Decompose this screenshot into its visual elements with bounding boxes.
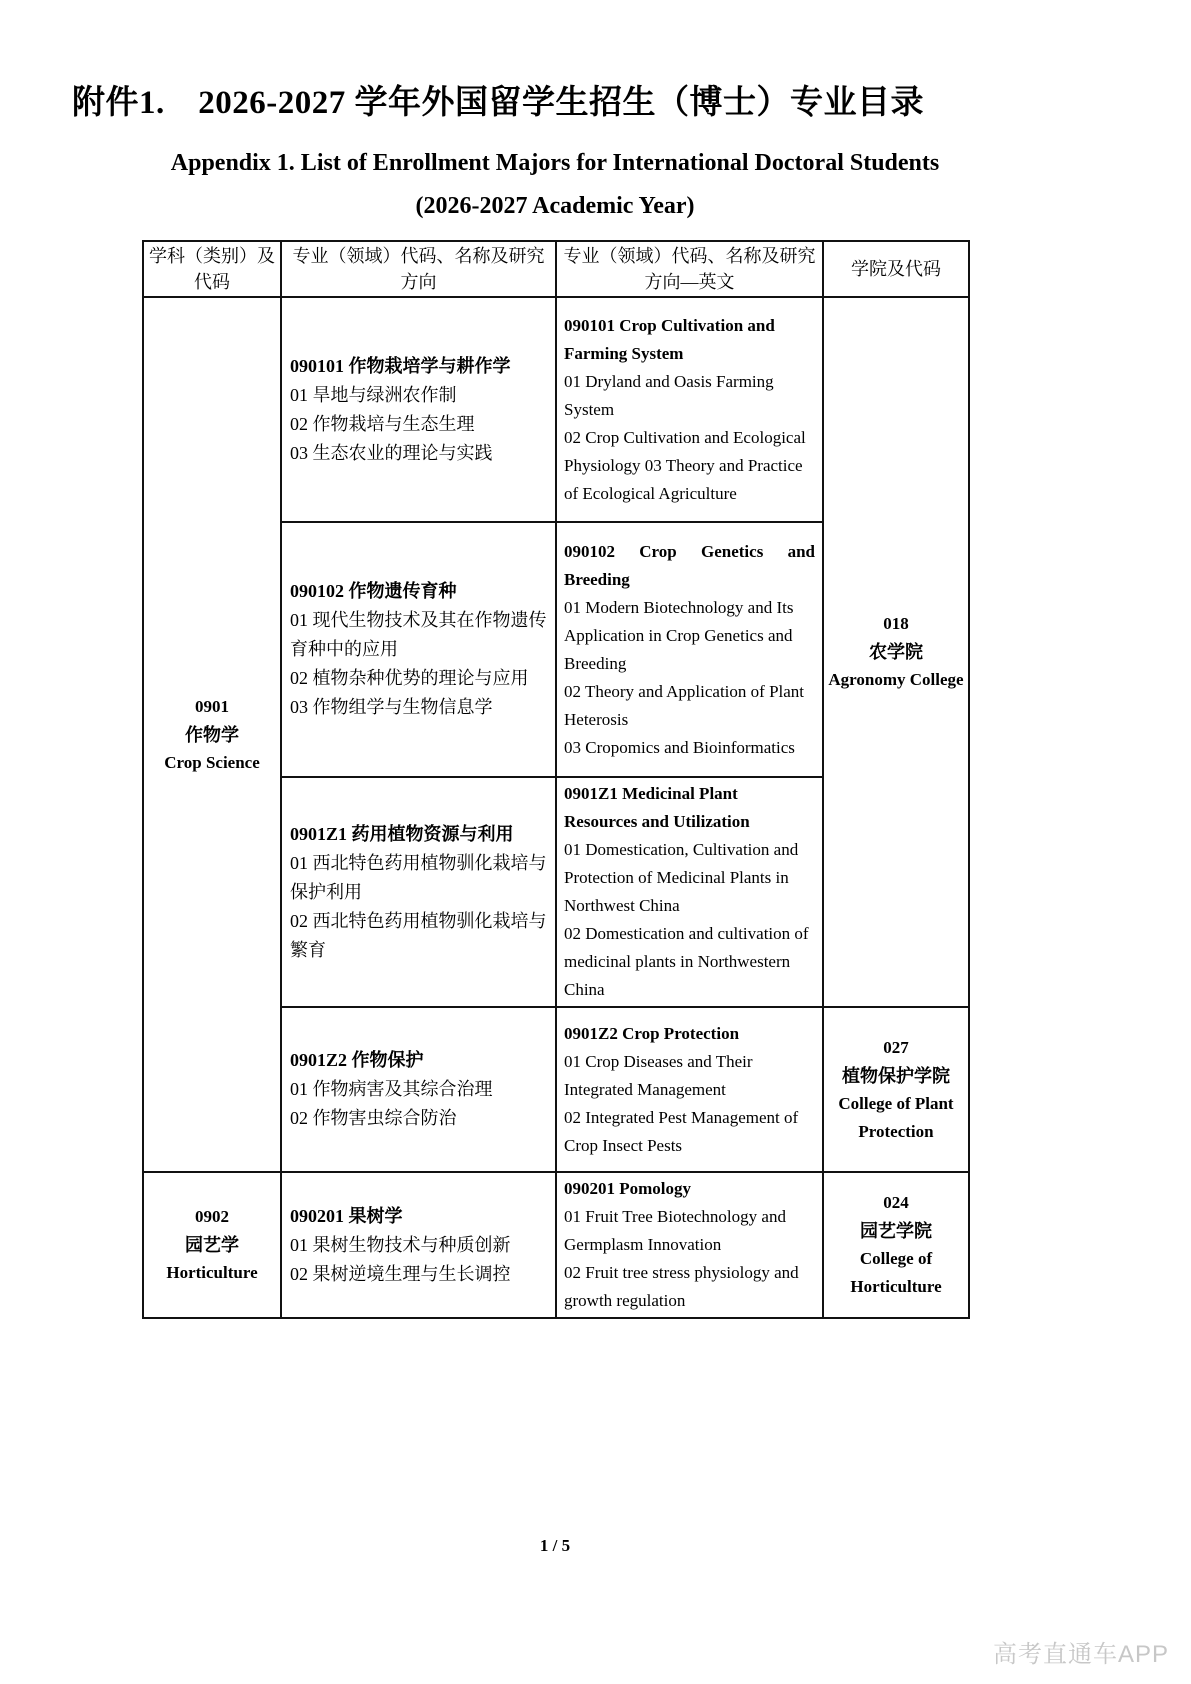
college-cell-027 bbox=[823, 1007, 969, 1172]
major-en-cell bbox=[556, 297, 823, 522]
subtitle-line1: Appendix 1. List of Enrollment Majors for International Doctoral Students bbox=[170, 150, 940, 176]
header-discipline: 学科（类别）及代码 bbox=[143, 241, 281, 297]
discipline-name-en: Horticulture bbox=[166, 1263, 258, 1282]
header-major-en: 专业（领域）代码、名称及研究方向—英文 bbox=[556, 241, 823, 297]
table-row bbox=[143, 297, 969, 522]
major-zh-cell bbox=[281, 777, 556, 1007]
college-code: 027 bbox=[883, 1037, 909, 1057]
table-header-row bbox=[143, 241, 969, 297]
major-zh-direction: 02 作物害虫综合防治 bbox=[290, 1108, 457, 1128]
major-zh-title: 090102 作物遗传育种 bbox=[290, 581, 457, 601]
major-en-title: 0901Z1 Medicinal Plant Resources and Utilization bbox=[564, 784, 750, 831]
major-en-direction: 01 Domestication, Cultivation and Protection of Medicinal Plants in Northwest China bbox=[564, 840, 799, 915]
major-zh-title: 090201 果树学 bbox=[290, 1205, 403, 1226]
major-zh-direction: 01 旱地与绿洲农作制 bbox=[290, 384, 457, 405]
major-zh-title: 090101 作物栽培学与耕作学 bbox=[290, 355, 511, 376]
major-en-direction: 01 Modern Biotechnology and Its Application in Crop Genetics and Breeding bbox=[564, 597, 794, 673]
major-zh-direction: 01 西北特色药用植物驯化栽培与保护利用 bbox=[290, 852, 547, 902]
college-name-zh: 农学院 bbox=[869, 642, 923, 662]
watermark: 高考直通车APP bbox=[992, 1641, 1169, 1668]
major-en-direction: 02 Domestication and cultivation of medicinal plants in Northwestern China bbox=[564, 924, 809, 999]
header-major-zh: 专业（领域）代码、名称及研究方向 bbox=[281, 241, 556, 297]
header-college: 学院及代码 bbox=[823, 241, 969, 297]
college-name-en: Agronomy College bbox=[828, 670, 964, 689]
major-en-cell bbox=[556, 522, 823, 777]
college-name-en: College of Horticulture bbox=[850, 1249, 942, 1296]
major-en-direction: 02 Crop Cultivation and Ecological Physiology 03 Theory and Practice of Ecological Agriculture bbox=[564, 427, 806, 503]
college-cell-018 bbox=[823, 297, 969, 1007]
major-zh-direction: 03 生态农业的理论与实践 bbox=[290, 442, 493, 463]
college-name-zh: 植物保护学院 bbox=[842, 1065, 950, 1086]
discipline-name-en: Crop Science bbox=[164, 752, 260, 772]
subtitle bbox=[0, 150, 1110, 220]
major-zh-cell bbox=[281, 1172, 556, 1318]
major-en-direction: 02 Integrated Pest Management of Crop Insect Pests bbox=[564, 1107, 799, 1155]
major-zh-direction: 03 作物组学与生物信息学 bbox=[290, 697, 493, 717]
table-row bbox=[143, 1172, 969, 1318]
major-en-title: 090201 Pomology bbox=[564, 1179, 692, 1198]
discipline-cell-0902 bbox=[143, 1172, 281, 1318]
page-number: 1 / 5 bbox=[539, 1536, 571, 1555]
majors-table bbox=[142, 240, 970, 1319]
major-zh-direction: 02 植物杂种优势的理论与应用 bbox=[290, 668, 529, 688]
major-en-cell bbox=[556, 777, 823, 1007]
discipline-code: 0902 bbox=[195, 1207, 229, 1226]
major-en-cell bbox=[556, 1172, 823, 1318]
major-zh-direction: 02 西北特色药用植物驯化栽培与繁育 bbox=[290, 910, 547, 960]
major-zh-direction: 01 现代生物技术及其在作物遗传育种中的应用 bbox=[290, 610, 547, 659]
major-zh-cell bbox=[281, 522, 556, 777]
college-cell-024 bbox=[823, 1172, 969, 1318]
college-name-zh: 园艺学院 bbox=[860, 1221, 932, 1241]
discipline-cell-0901 bbox=[143, 297, 281, 1172]
major-en-title: 090102 Crop Genetics and Breeding bbox=[564, 541, 815, 589]
major-zh-title: 0901Z1 药用植物资源与利用 bbox=[290, 823, 514, 844]
major-en-title: 090101 Crop Cultivation and Farming System bbox=[564, 315, 775, 363]
discipline-name-zh: 园艺学 bbox=[185, 1235, 239, 1255]
major-zh-direction: 02 果树逆境生理与生长调控 bbox=[290, 1263, 511, 1284]
major-en-direction: 01 Crop Diseases and Their Integrated Management bbox=[564, 1051, 753, 1099]
major-zh-cell bbox=[281, 1007, 556, 1172]
discipline-code: 0901 bbox=[195, 696, 229, 716]
major-en-title: 0901Z2 Crop Protection bbox=[564, 1023, 740, 1043]
subtitle-line2: (2026-2027 Academic Year) bbox=[415, 193, 695, 219]
major-en-direction: 01 Fruit Tree Biotechnology and Germplasm Innovation bbox=[564, 1207, 786, 1254]
major-en-direction: 01 Dryland and Oasis Farming System bbox=[564, 371, 774, 419]
major-zh-cell bbox=[281, 297, 556, 522]
major-zh-direction: 01 果树生物技术与种质创新 bbox=[290, 1234, 511, 1255]
college-name-en: College of Plant Protection bbox=[838, 1093, 954, 1141]
college-code: 024 bbox=[883, 1193, 909, 1212]
major-en-direction: 03 Cropomics and Bioinformatics bbox=[564, 737, 795, 757]
major-en-cell bbox=[556, 1007, 823, 1172]
major-zh-title: 0901Z2 作物保护 bbox=[290, 1050, 424, 1070]
page-title: 附件1. 2026-2027 学年外国留学生招生（博士）专业目录 bbox=[72, 85, 924, 121]
college-code: 018 bbox=[883, 614, 909, 633]
major-zh-direction: 01 作物病害及其综合治理 bbox=[290, 1079, 493, 1099]
major-zh-direction: 02 作物栽培与生态生理 bbox=[290, 413, 475, 434]
major-en-direction: 02 Theory and Application of Plant Heterosis bbox=[564, 681, 805, 729]
discipline-name-zh: 作物学 bbox=[185, 724, 239, 745]
major-en-direction: 02 Fruit tree stress physiology and growth regulation bbox=[564, 1263, 799, 1310]
